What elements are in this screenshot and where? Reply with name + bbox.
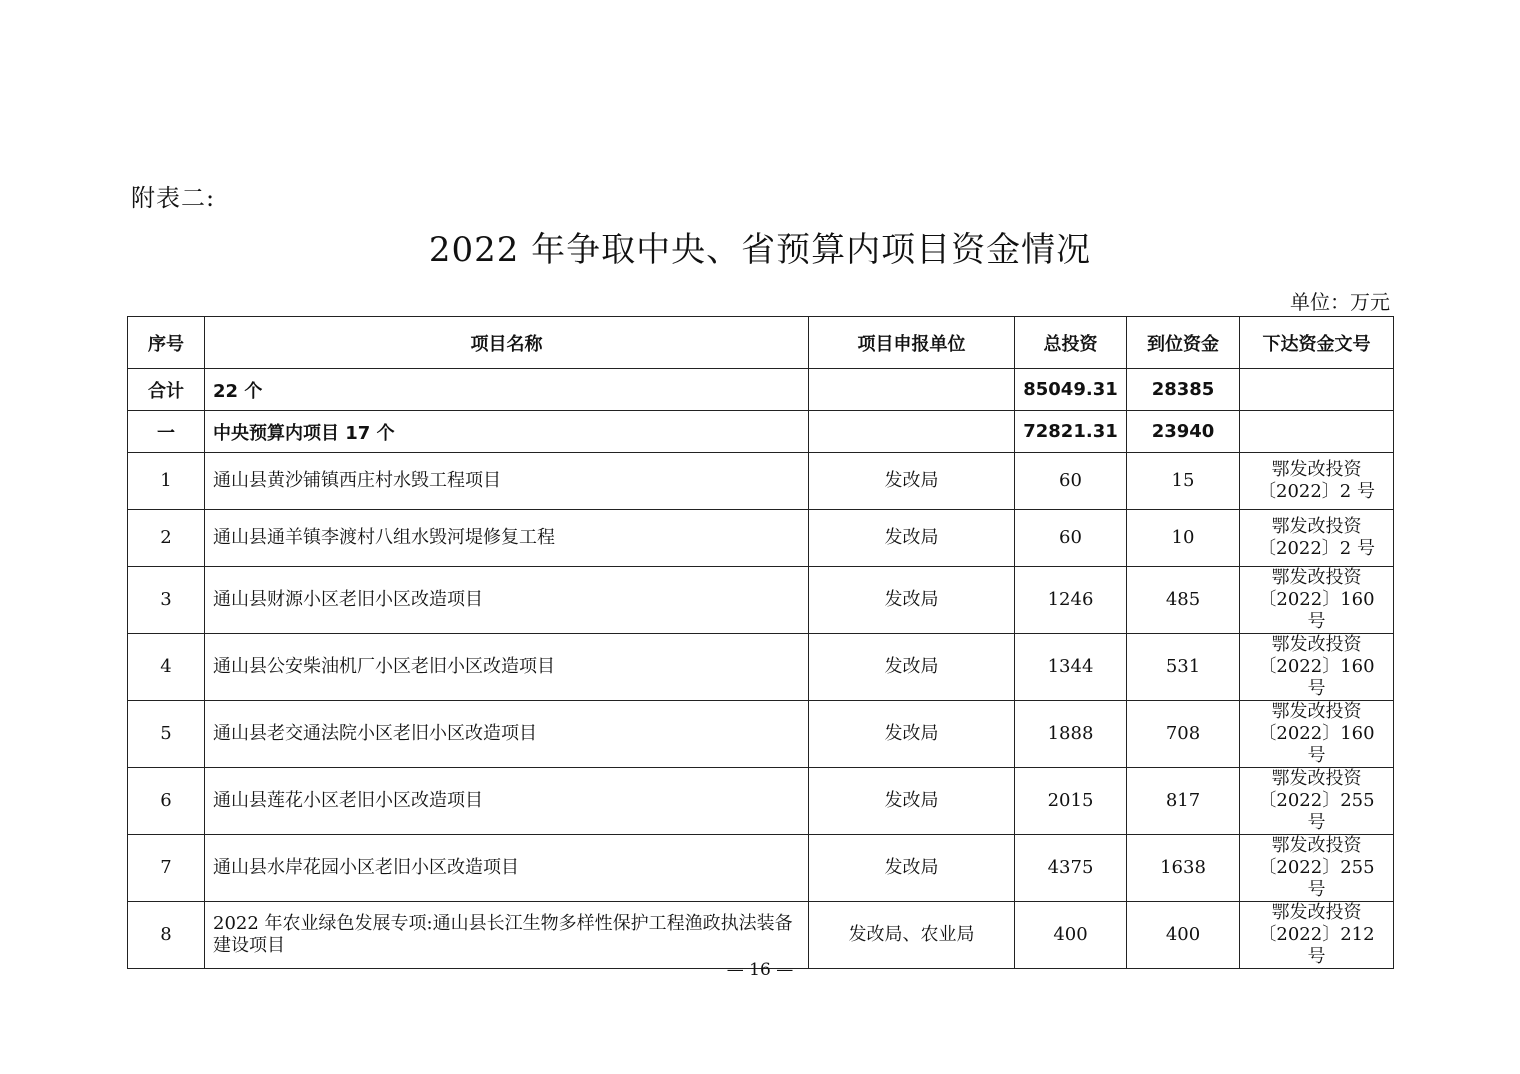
doc-number-line1: 鄂发改投资 — [1271, 567, 1362, 588]
cell-funds-received: 400 — [1127, 902, 1240, 969]
doc-number-line2: 〔2022〕160 号 — [1258, 589, 1375, 632]
cell-total-investment: 2015 — [1015, 768, 1127, 835]
cell-funds-received: 10 — [1127, 510, 1240, 567]
cell-document-number — [1240, 768, 1394, 835]
cell-total-investment: 60 — [1015, 453, 1127, 510]
cell-funds-received: 708 — [1127, 701, 1240, 768]
cell-seq: 4 — [128, 634, 205, 701]
cell-document-number — [1240, 369, 1394, 411]
doc-number-line1: 鄂发改投资 — [1271, 459, 1362, 480]
table-row — [128, 835, 1394, 902]
table-row — [128, 701, 1394, 768]
cell-document-number — [1240, 701, 1394, 768]
table-row — [128, 902, 1394, 969]
cell-applicant-unit: 发改局 — [809, 701, 1015, 768]
cell-seq: 1 — [128, 453, 205, 510]
cell-total-investment: 1888 — [1015, 701, 1127, 768]
column-header-document-number: 下达资金文号 — [1240, 317, 1394, 369]
doc-number-line2: 〔2022〕212 号 — [1258, 924, 1375, 967]
doc-number-line2: 〔2022〕2 号 — [1258, 538, 1375, 559]
cell-seq: 2 — [128, 510, 205, 567]
doc-number-line2: 〔2022〕160 号 — [1258, 656, 1375, 699]
cell-applicant-unit — [809, 411, 1015, 453]
column-header-applicant-unit: 项目申报单位 — [809, 317, 1015, 369]
cell-document-number — [1240, 902, 1394, 969]
cell-funds-received: 23940 — [1127, 411, 1240, 453]
funding-table — [127, 316, 1394, 969]
doc-number-line1: 鄂发改投资 — [1271, 634, 1362, 655]
cell-funds-received: 15 — [1127, 453, 1240, 510]
attachment-label: 附表二: — [131, 184, 216, 212]
cell-seq: 8 — [128, 902, 205, 969]
cell-applicant-unit: 发改局 — [809, 835, 1015, 902]
cell-project-name: 通山县老交通法院小区老旧小区改造项目 — [205, 701, 809, 768]
cell-project-name: 2022 年农业绿色发展专项:通山县长江生物多样性保护工程渔政执法装备建设项目 — [205, 902, 809, 969]
doc-number-line1: 鄂发改投资 — [1271, 902, 1362, 923]
cell-applicant-unit: 发改局、农业局 — [809, 902, 1015, 969]
cell-funds-received: 817 — [1127, 768, 1240, 835]
page-title: 2022 年争取中央、省预算内项目资金情况 — [428, 230, 1092, 270]
cell-funds-received: 1638 — [1127, 835, 1240, 902]
doc-number-line1: 鄂发改投资 — [1271, 516, 1362, 537]
category-row — [128, 411, 1394, 453]
cell-seq: 一 — [128, 411, 205, 453]
doc-number-line1: 鄂发改投资 — [1271, 835, 1362, 856]
doc-number-line1: 鄂发改投资 — [1271, 701, 1362, 722]
cell-project-name: 中央预算内项目 17 个 — [205, 411, 809, 453]
cell-applicant-unit: 发改局 — [809, 567, 1015, 634]
doc-number-line2: 〔2022〕255 号 — [1258, 857, 1375, 900]
column-header-project-name: 项目名称 — [205, 317, 809, 369]
cell-seq: 6 — [128, 768, 205, 835]
doc-number-line1: 鄂发改投资 — [1271, 768, 1362, 789]
cell-applicant-unit: 发改局 — [809, 510, 1015, 567]
cell-seq: 5 — [128, 701, 205, 768]
cell-funds-received: 28385 — [1127, 369, 1240, 411]
cell-seq: 3 — [128, 567, 205, 634]
table-row — [128, 634, 1394, 701]
cell-project-name: 22 个 — [205, 369, 809, 411]
cell-document-number — [1240, 634, 1394, 701]
table-header-row — [128, 317, 1394, 369]
cell-applicant-unit: 发改局 — [809, 453, 1015, 510]
cell-total-investment: 1246 — [1015, 567, 1127, 634]
cell-applicant-unit — [809, 369, 1015, 411]
cell-document-number — [1240, 835, 1394, 902]
cell-project-name: 通山县通羊镇李渡村八组水毁河堤修复工程 — [205, 510, 809, 567]
doc-number-line2: 〔2022〕160 号 — [1258, 723, 1375, 766]
table-row — [128, 768, 1394, 835]
cell-total-investment: 4375 — [1015, 835, 1127, 902]
cell-project-name: 通山县黄沙铺镇西庄村水毁工程项目 — [205, 453, 809, 510]
column-header-funds-received: 到位资金 — [1127, 317, 1240, 369]
cell-funds-received: 531 — [1127, 634, 1240, 701]
cell-total-investment: 72821.31 — [1015, 411, 1127, 453]
cell-project-name: 通山县公安柴油机厂小区老旧小区改造项目 — [205, 634, 809, 701]
cell-applicant-unit: 发改局 — [809, 634, 1015, 701]
total-row — [128, 369, 1394, 411]
cell-seq: 合计 — [128, 369, 205, 411]
cell-document-number — [1240, 411, 1394, 453]
cell-document-number — [1240, 453, 1394, 510]
cell-project-name: 通山县财源小区老旧小区改造项目 — [205, 567, 809, 634]
cell-document-number — [1240, 510, 1394, 567]
column-header-seq: 序号 — [128, 317, 205, 369]
unit-label: 单位：万元 — [1290, 290, 1390, 314]
cell-seq: 7 — [128, 835, 205, 902]
cell-total-investment: 400 — [1015, 902, 1127, 969]
cell-project-name: 通山县水岸花园小区老旧小区改造项目 — [205, 835, 809, 902]
cell-project-name: 通山县莲花小区老旧小区改造项目 — [205, 768, 809, 835]
page-number: — 16 — — [726, 960, 794, 980]
cell-total-investment: 60 — [1015, 510, 1127, 567]
cell-total-investment: 1344 — [1015, 634, 1127, 701]
table-row — [128, 453, 1394, 510]
table-row — [128, 510, 1394, 567]
cell-document-number — [1240, 567, 1394, 634]
table-row — [128, 567, 1394, 634]
doc-number-line2: 〔2022〕255 号 — [1258, 790, 1375, 833]
cell-total-investment: 85049.31 — [1015, 369, 1127, 411]
column-header-total-investment: 总投资 — [1015, 317, 1127, 369]
cell-funds-received: 485 — [1127, 567, 1240, 634]
cell-applicant-unit: 发改局 — [809, 768, 1015, 835]
doc-number-line2: 〔2022〕2 号 — [1258, 481, 1375, 502]
